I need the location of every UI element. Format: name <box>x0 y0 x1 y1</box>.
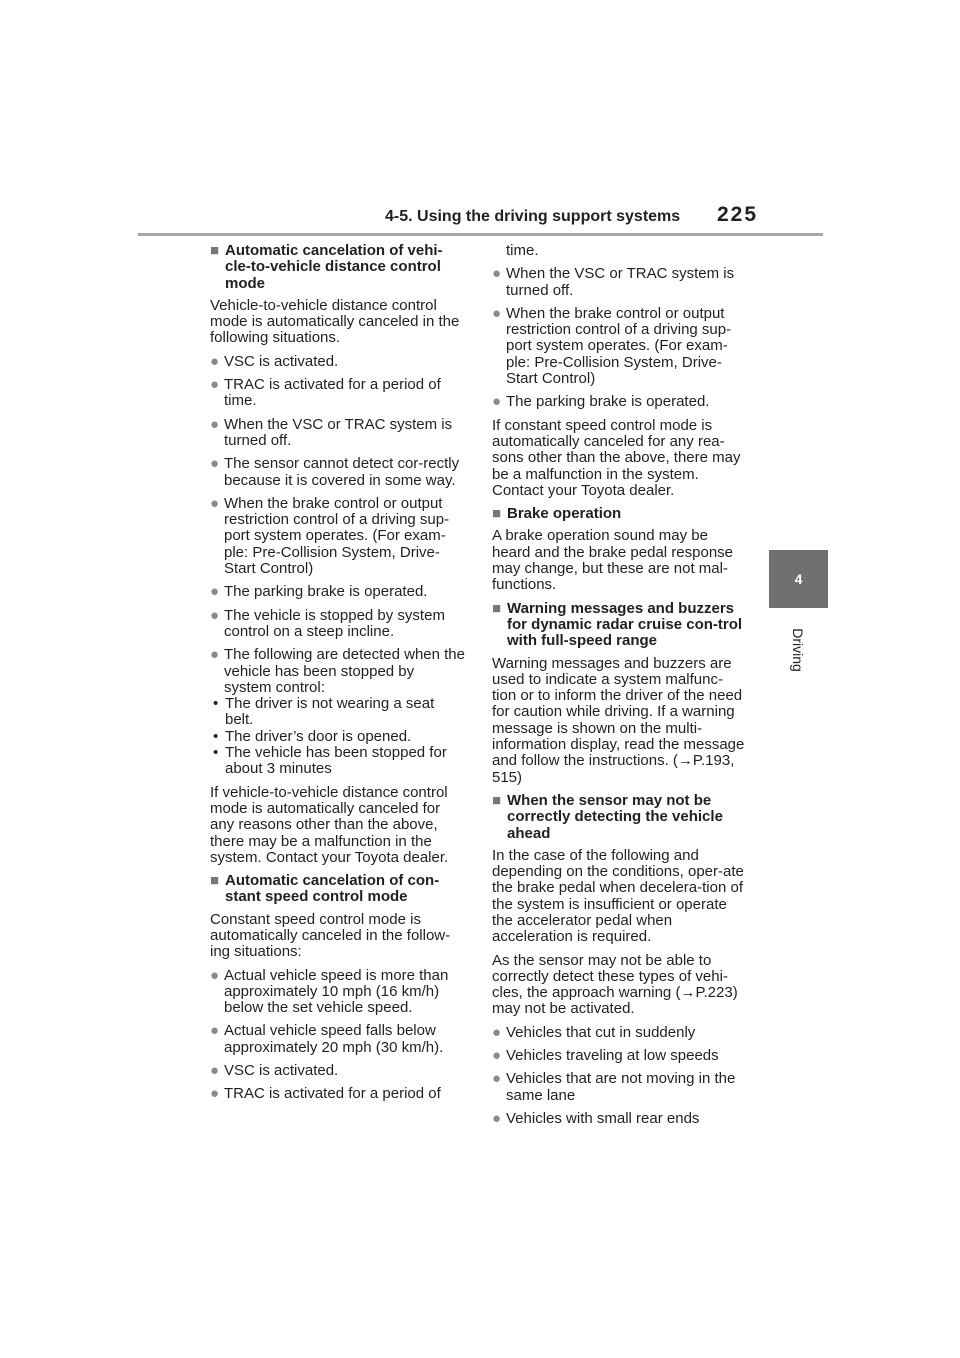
list-item <box>492 1071 747 1104</box>
list-item-text: VSC is activated. <box>224 1062 339 1080</box>
list-item <box>492 1111 747 1127</box>
section-title: 4-5. Using the driving support systems <box>385 208 681 225</box>
sub-list-item-text: The driver is not wearing a seat belt. <box>225 695 435 729</box>
header-rule <box>138 233 823 236</box>
bullet-icon: ● <box>210 494 220 512</box>
list-item-text: When the brake control or output restriction control of a driving sup-port system operates. (For exam-ple: Pre-Collision System, Drive-Start Control) <box>506 304 732 388</box>
list-item <box>492 266 747 299</box>
sub-bullet-icon: • <box>213 744 219 762</box>
paragraph: As the sensor may not be able to correctly detect these types of vehi-cles, the approach warning (→P.223) may not be activated. <box>492 951 738 1018</box>
heading <box>492 601 747 650</box>
right-column <box>492 243 747 1134</box>
paragraph: A brake operation sound may be heard and the brake pedal response may change, but these are not mal-functions. <box>492 527 734 594</box>
list-item-text: When the brake control or output restriction control of a driving sup-port system operates. (For exam-ple: Pre-Collision System, Drive-Start Control) <box>224 494 450 578</box>
list-item-text: TRAC is activated for a period of time. <box>224 376 441 410</box>
list-item <box>210 377 465 410</box>
bullet-icon: ● <box>210 415 220 433</box>
list-item-text: When the VSC or TRAC system is turned off. <box>224 415 453 449</box>
paragraph: Vehicle-to-vehicle distance control mode is automatically canceled in the following situations. <box>210 296 460 347</box>
list-item <box>492 394 747 410</box>
paragraph: In the case of the following and depending on the conditions, oper-ate the brake pedal when decelera-tion of the system is insufficient or operate the accelerator pedal when acceleration is required. <box>492 846 744 946</box>
heading-text: Automatic cancelation of con-stant speed control mode <box>225 872 440 906</box>
bullet-icon: ● <box>210 646 220 664</box>
heading-text: When the sensor may not be correctly detecting the vehicle ahead <box>507 791 723 842</box>
bullet-icon: ● <box>492 1109 502 1127</box>
bullet-icon: ● <box>492 393 502 411</box>
list-item <box>210 584 465 600</box>
list-item-text: Actual vehicle speed falls below approximately 20 mph (30 km/h). <box>224 1022 444 1056</box>
sub-list-item-text: The driver’s door is opened. <box>225 727 412 745</box>
bullet-icon: ● <box>492 1070 502 1088</box>
paragraph: Constant speed control mode is automatically canceled in the follow-ing situations: <box>210 910 451 961</box>
bullet-icon: ● <box>210 1085 220 1103</box>
bullet-icon: ● <box>210 376 220 394</box>
heading-marker-icon: ■ <box>492 791 502 809</box>
bullet-icon: ● <box>210 455 220 473</box>
heading-marker-icon: ■ <box>492 599 502 617</box>
heading-marker-icon: ■ <box>492 505 502 523</box>
list-item <box>492 306 747 387</box>
bullet-icon: ● <box>492 1023 502 1041</box>
sub-list-item <box>210 745 465 778</box>
heading-text: Brake operation <box>507 505 622 523</box>
sub-list-item <box>210 729 465 745</box>
sub-list-item-text: The vehicle has been stopped for about 3 minutes <box>225 744 447 778</box>
heading-marker-icon: ■ <box>210 242 220 259</box>
paragraph: Warning messages and buzzers are used to indicate a system malfunc-tion or to inform the driver of the need for caution while driving. If a warning message is shown on the multi-information display, read the message and follow the instructions. (→P.193, 515) <box>492 654 745 786</box>
chapter-tab-label <box>788 620 808 680</box>
list-item <box>210 354 465 370</box>
page-number: 225 <box>717 203 759 226</box>
list-item <box>210 496 465 577</box>
paragraph: If constant speed control mode is automatically canceled for any rea-sons other than the above, there may be a malfunction in the system. Contact your Toyota dealer. <box>492 416 741 499</box>
bullet-icon: ● <box>210 1022 220 1040</box>
bullet-icon: ● <box>210 1062 220 1080</box>
continued-text: time. <box>506 242 539 259</box>
sub-bullet-icon: • <box>213 695 219 713</box>
list-item <box>210 456 465 489</box>
bullet-icon: ● <box>492 304 502 322</box>
chapter-tab-label-text: Driving <box>790 628 806 672</box>
list-item <box>210 608 465 641</box>
list-item-text: VSC is activated. <box>224 352 339 370</box>
heading-text: Automatic cancelation of vehi-cle-to-vehicle distance control mode <box>225 242 443 292</box>
heading <box>210 243 465 292</box>
list-item-text: When the VSC or TRAC system is turned off. <box>506 265 735 299</box>
list-item-text: TRAC is activated for a period of <box>224 1085 441 1103</box>
list-item <box>210 647 465 696</box>
sub-bullet-icon: • <box>213 727 219 745</box>
chapter-tab-number[interactable]: 4 <box>769 550 828 608</box>
list-item <box>210 1023 465 1056</box>
bullet-icon: ● <box>210 583 220 601</box>
list-item-text: Vehicles traveling at low speeds <box>506 1047 719 1065</box>
list-item <box>492 1048 747 1064</box>
heading-text: Warning messages and buzzers for dynamic radar cruise con-trol with full-speed range <box>507 599 743 650</box>
list-item <box>210 417 465 450</box>
list-item-text: Vehicles that cut in suddenly <box>506 1023 696 1041</box>
list-item <box>210 1086 465 1102</box>
left-column <box>210 243 465 1110</box>
heading-marker-icon: ■ <box>210 872 220 890</box>
list-item <box>492 1025 747 1041</box>
list-item-text: Vehicles with small rear ends <box>506 1109 700 1127</box>
list-item <box>210 968 465 1017</box>
list-item-text: The sensor cannot detect cor-rectly because it is covered in some way. <box>224 455 460 489</box>
list-item-text: Vehicles that are not moving in the same lane <box>506 1070 736 1104</box>
bullet-icon: ● <box>210 606 220 624</box>
list-item-text: The vehicle is stopped by system control on a steep incline. <box>224 606 445 640</box>
heading <box>492 506 747 522</box>
page-header <box>0 0 960 240</box>
list-item-text: The parking brake is operated. <box>224 583 428 601</box>
list-item-text: The following are detected when the vehicle has been stopped by system control: <box>224 646 465 696</box>
list-item-text: Actual vehicle speed is more than approximately 10 mph (16 km/h) below the set vehicle speed. <box>224 966 449 1017</box>
bullet-icon: ● <box>492 1047 502 1065</box>
sub-list-item <box>210 696 465 729</box>
list-item-text: The parking brake is operated. <box>506 393 710 411</box>
bullet-icon: ● <box>492 265 502 283</box>
list-item <box>210 1063 465 1079</box>
bullet-icon: ● <box>210 966 220 984</box>
heading <box>210 873 465 906</box>
paragraph: If vehicle-to-vehicle distance control mode is automatically canceled for any reasons other than the above, there may be a malfunction in the system. Contact your Toyota dealer. <box>210 783 449 866</box>
heading <box>492 793 747 842</box>
bullet-icon: ● <box>210 352 220 370</box>
